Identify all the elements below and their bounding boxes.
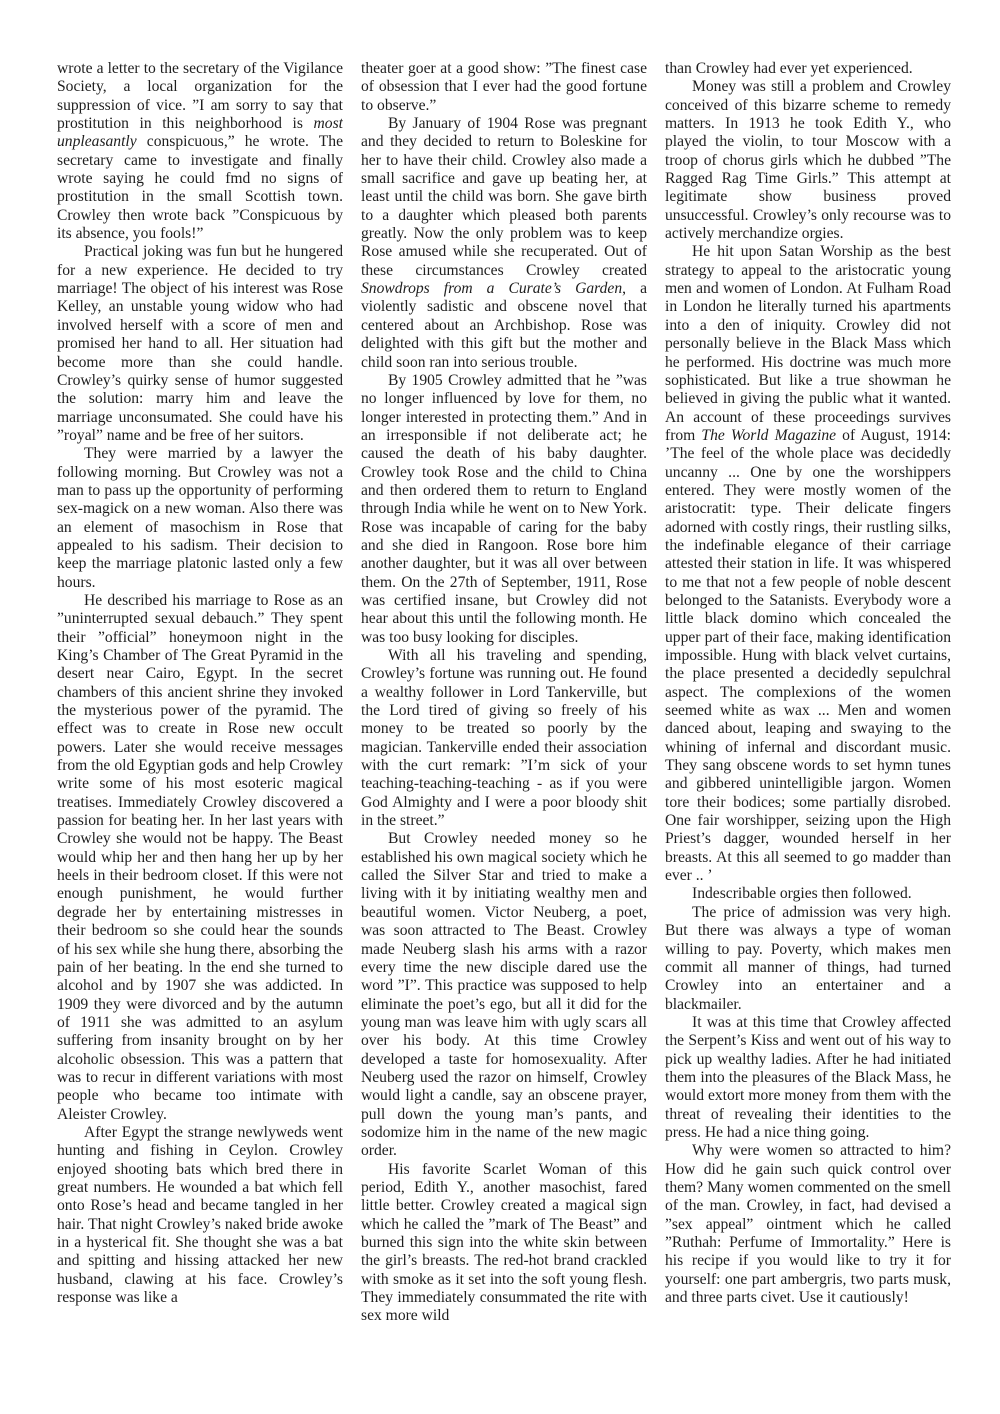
- paragraph: His favorite Scarlet Woman of this period, Edith Y., another masochist, fared little better. Crowley created a magical sign which he called the ”mark of The Beast” and burned this sign into the white skin between the girl’s breasts. The red-hot brand crackled with smoke as it set into the soft young flesh. They immediately consummated the rite with sex more wild: [361, 1160, 647, 1325]
- paragraph: The price of admission was very high. But there was always a type of woman willing to pay. Poverty, which makes men commit all manner of things, had turned Crowley into an entertainer and a blackmailer.: [665, 903, 951, 1013]
- text-column-right: [665, 60, 951, 1370]
- paragraph: But Crowley needed money so he established his own magical society which he called the Silver Star and tried to make a living with it by initiating wealthy men and beautiful women. Victor Neuberg, a poet, was soon attracted to The Beast. Crowley made Neuberg slash his arms with a razor every time the new disciple dared use the word ”I”. This practice was supposed to help eliminate the poet’s ego, but all it did for the young man was leave him with ugly scars all over his body. At this time Crowley developed a taste for homosexuality. After Neuberg used the razor on himself, Crowley would light a candle, say an obscene prayer, pull down the young man’s pants, and sodomize him in the name of the new magic order.: [361, 830, 647, 1160]
- paragraph: With all his traveling and spending, Crowley’s fortune was running out. He found a wealthy follower in Lord Tankerville, but the Lord tired of giving so freely of his money to be treated so poorly by the magician. Tankerville ended their association with the curt remark: ”I’m sick of your teaching-teaching-teaching - as if you were God Almighty and I were a poor bloody shit in the street.”: [361, 647, 647, 830]
- paragraph: theater goer at a good show: ”The finest case of obsession that I ever had the good fortune to observe.”: [361, 60, 647, 114]
- italic-text: The World Magazine: [701, 426, 837, 444]
- paragraph: He described his marriage to Rose as an ”uninterrupted sexual debauch.” They spent their ”official” honeymoon night in the King’s Chamber of The Great Pyramid in the desert near Cairo, Egypt. In the secret chambers of this ancient shrine they invoked the mysterious power of the pyramid. The effect was to create in Rose new occult powers. Later she would receive messages from the old Egyptian gods and help Crowley write some of his most esoteric magical treatises. Immediately Crowley discovered a passion for beating her. In her last years with Crowley she would not be happy. The Beast would whip her and then hang her up by her heels in their bedroom closet. If this were not enough punishment, he would further degrade her by entertaining mistresses in their bedroom so she could hear the sounds of his sex while she hung there, absorbing the pain of her beating. ln the end she turned to alcohol and by 1907 she was addicted. In 1909 they were divorced and by the autumn of 1911 she was admitted to an asylum suffering from insanity brought on by her alcoholic obsession. This was a pattern that was to recur in different variations with most people who became too intimate with Aleister Crowley.: [57, 591, 343, 1123]
- paragraph: Indescribable orgies then followed.: [692, 885, 912, 903]
- paragraph: than Crowley had ever yet experienced.: [665, 60, 913, 77]
- paragraph: After Egypt the strange newlyweds went hunting and fishing in Ceylon. Crowley enjoyed shooting bats which bred there in great numbers. He wounded a bat which fell onto Rose’s head and became tangled in her hair. That night Crowley’s naked bride awoke in a hysterical fit. She thought she was a bat and spitting and hissing attacked her new husband, clawing at his face. Crowley’s response was like a: [57, 1123, 343, 1307]
- paragraph: It was at this time that Crowley affected the Serpent’s Kiss and went out of his way to pick up wealthy ladies. After he had initiated them into the pleasures of the Black Mass, he would extort more money from them with the threat of revealing their identities to the press. He had a nice thing going.: [665, 1013, 951, 1141]
- italic-text: Snowdrops from a Curate’s Garden: [361, 280, 623, 298]
- text-column-left: [57, 60, 343, 1370]
- paragraph: Money was still a problem and Crowley conceived of this bizarre scheme to remedy matters. In 1913 he took Edith Y., who played the violin, to tour Moscow with a troop of chorus girls which he dubbed ”The Ragged Rag Time Girls.” This attempt at legitimate show business proved unsuccessful. Crowley’s only recourse was to actively merchandize orgies.: [665, 78, 951, 243]
- paragraph: By January of 1904 Rose was pregnant and they decided to return to Boleskine for her to have their child. Crowley also made a small sacrifice and gave up beating her, at least until the child was born. She gave birth to a daughter which pleased both parents greatly. Now the only problem was to keep Rose amused while she recuperated. Out of these circumstances Crowley created Snowdrops from a Curate’s Garden, a violently sadistic and obscene novel that centered about an Archbishop. Rose was delighted with this gift but the mother and child soon ran into serious trouble.: [361, 115, 647, 371]
- paragraph: Practical joking was fun but he hungered for a new experience. He decided to try marriage! The object of his interest was Rose Kelley, an unstable young widow who had involved herself with a score of men and promised her hand to all. Her situation had become more than she could handle. Crowley’s quirky sense of humor suggested the solution: marry him and leave the marriage unconsumated. She could have his ”royal” name and be free of her suitors.: [57, 243, 343, 444]
- paragraph: wrote a letter to the secretary of the Vigilance Society, a local organization for the suppression of vice. ”I am sorry to say that prostitution in this neighborhood is most unpleasantly conspicuous,” he wrote. The secretary came to investigate and finally wrote saying he could fmd no signs of prostitution in the small Scottish town. Crowley then wrote back ”Conspicuous by its absence, you fools!”: [57, 60, 343, 243]
- paragraph: They were married by a lawyer the following morning. But Crowley was not a man to pass up the opportunity of performing sex-magick on a new woman. Also there was an element of masochism in Rose that appealed to his sadism. Their decision to keep the marriage platonic lasted only a few hours.: [57, 445, 343, 591]
- paragraph: Why were women so attracted to him? How did he gain such quick control over them? Many women commented on the smell of the man. Crowley, in fact, had devised a ”sex appeal” ointment which he called ”Ruthah: Perfume of Immortality.” Here is his recipe if you would like to try it for yourself: one part ambergris, two parts musk, and three parts civet. Use it cautiously!: [665, 1142, 951, 1307]
- text-column-middle: [361, 60, 647, 1370]
- italic-text: most unpleasantly: [57, 115, 343, 151]
- paragraph: By 1905 Crowley admitted that he ”was no longer influenced by love for them, no longer interested in protecting them.” And in an irresponsible if not deliberate act; he caused the death of his baby daughter. Crowley took Rose and the child to China and then ordered them to return to England through India while he went on to New York. Rose was incapable of caring for the baby and she died in Rangoon. Rose bore him another daughter, but it was all over between them. On the 27th of September, 1911, Rose was certified insane, but Crowley did not hear about this until the following month. He was too busy looking for disciples.: [361, 371, 647, 646]
- paragraph: He hit upon Satan Worship as the best strategy to appeal to the aristocratic young men and women of London. At Fulham Road in London he literally turned his apartments into a den of iniquity. Crowley did not personally believe in the Black Mass which he performed. His doctrine was much more sophisticated. But like a true showman he believed in giving the public what it wanted. An account of these proceedings survives from The World Magazine of August, 1914: ’The feel of the whole place was decidedly uncanny ... One by one the worshippers entered. They were mostly women of the aristocratit: type. Their delicate fingers adorned with costly rings, their rustling silks, the indefinable elegance of their carriage attested their station in life. It was whispered to me that not a few people of noble descent belonged to the Satanists. Everybody wore a little black domino which concealed the upper part of their face, making identification impossible. Hung with black velvet curtains, the place presented a decidedly sepulchral aspect. The complexions of the women seemed white as wax ... Men and women danced about, leaping and swaying to the whining of infernal and discordant music. They sang obscene words to set hymn tunes and gibbered unintelligible jargon. Women tore their bodices; some partially disrobed. One fair worshipper, seizing upon the High Priest’s dagger, wounded herself in her breasts. At this all seemed to go madder than ever .. ’: [665, 243, 951, 885]
